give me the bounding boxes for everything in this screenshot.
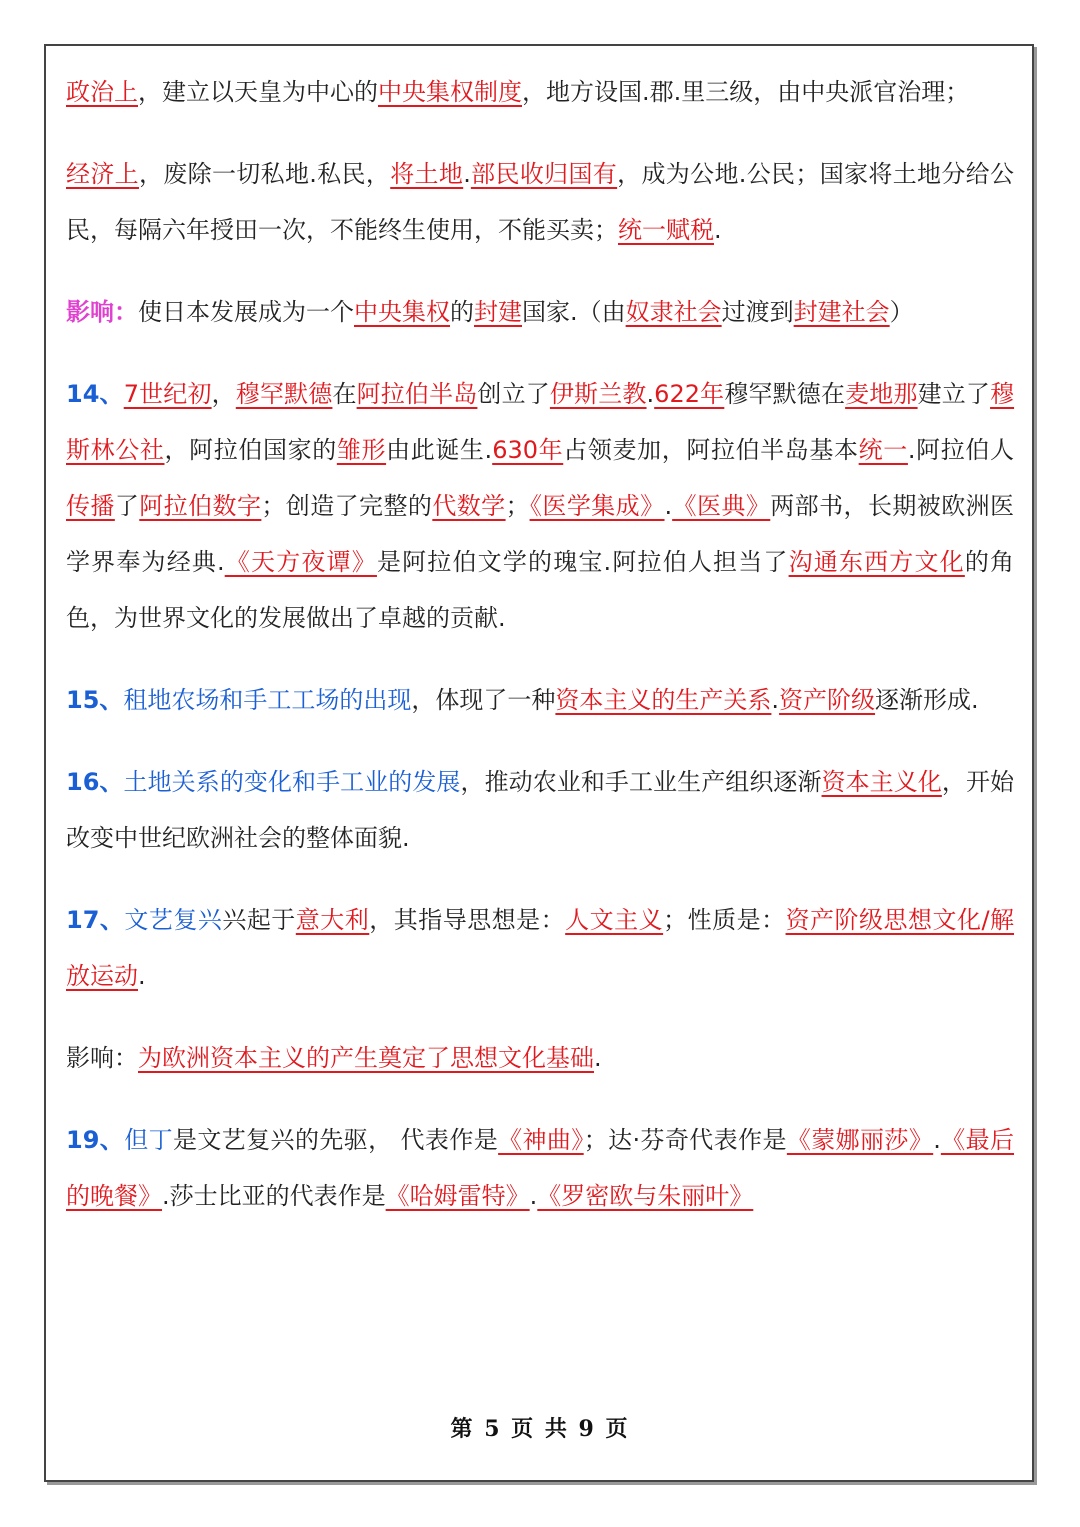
key-term: 封建社会 [793,298,890,326]
body-text: 的角色，为世界文化的发展做出了卓越的贡献. [66,548,1015,632]
p-15-paragraph [66,672,1014,728]
body-text: . [664,492,673,520]
body-text: ， [211,380,236,408]
body-text: . [646,380,655,408]
key-term: 资产阶级思想文化/解放运动 [66,906,1015,990]
body-text: . [933,1126,941,1154]
key-term: 奴隶社会 [625,298,722,326]
item-number: 16、 [66,768,124,796]
body-text: 逐渐形成. [875,686,979,714]
key-term: 沟通东西方文化 [788,548,965,576]
body-text: 在 [332,380,357,408]
body-text: 国家.（由 [522,298,626,326]
key-term: 传播 [66,492,115,520]
p-economy-paragraph [66,146,1014,258]
influence-label: 影响： [66,298,138,326]
key-term: 资本主义的生产关系 [555,686,772,714]
key-term: 穆罕默德 [235,380,333,408]
key-term: 资产阶级 [779,686,876,714]
document-body [66,64,1014,1250]
key-term: 《蒙娜丽莎》 [786,1126,934,1154]
key-term: 麦地那 [845,380,918,408]
body-text: 是文艺复兴的先驱， 代表作是 [172,1126,499,1154]
body-text: ，建立以天皇为中心的 [138,78,378,106]
body-text: 兴起于 [222,906,296,934]
body-text: ； [505,492,530,520]
body-text: ，体现了一种 [411,686,556,714]
body-text: 影响： [66,1044,138,1072]
key-term: 统一 [858,436,908,464]
key-term: 人文主义 [565,906,664,934]
item-number: 17、 [66,906,125,934]
body-text: ，开始改变中世纪欧洲社会的整体面貌. [66,768,1015,852]
body-text: . [594,1044,602,1072]
p-politics-paragraph [66,64,1014,120]
body-text: 建立了 [917,380,991,408]
key-term: 《神曲》 [498,1126,584,1154]
p-19-paragraph [66,1112,1014,1224]
body-text: ） [889,298,914,326]
key-term: 资本主义化 [821,768,942,796]
key-term: 中央集权制度 [378,78,522,106]
key-term: 意大利 [295,906,370,934]
key-term: 将土地 [390,160,464,188]
p-17-paragraph [66,892,1014,1004]
body-text: . [771,686,780,714]
key-term: 7世纪初 [123,380,212,408]
topic-heading: 但丁 [124,1126,173,1154]
key-term: 经济上 [66,160,139,188]
body-text: ；达·芬奇代表作是 [583,1126,787,1154]
key-term: 统一赋税 [618,216,714,244]
body-text: 使日本发展成为一个 [138,298,354,326]
key-term: 中央集权 [354,298,450,326]
key-term: 622年 [654,380,725,408]
key-term: 为欧洲资本主义的产生奠定了思想文化基础 [138,1044,594,1072]
body-text: ，地方设国.郡.里三级，由中央派官治理； [522,78,970,106]
item-number: 14、 [66,380,124,408]
key-term: 雏形 [336,436,387,464]
body-text: 两部书，长期被欧洲医学界奉为经典. [66,492,1015,576]
body-text: 由此诞生. [386,436,493,464]
key-term: 阿拉伯数字 [139,492,262,520]
topic-heading: 土地关系的变化和手工业的发展 [123,768,461,796]
item-number: 19、 [66,1126,125,1154]
body-text: . [463,160,471,188]
key-term: 《医学集成》 [529,492,665,520]
topic-heading: 文艺复兴 [124,906,223,934]
key-term: 穆斯林公社 [66,380,1015,464]
body-text: ，阿拉伯国家的 [164,436,337,464]
body-text: ，废除一切私地.私民， [138,160,391,188]
key-term: 封建 [474,298,522,326]
body-text: 了 [114,492,140,520]
topic-heading: 租地农场和手工工场的出现 [123,686,412,714]
body-text: . [529,1182,538,1210]
body-text: ，成为公地.公民；国家将土地分给公民，每隔六年授田一次，不能终生使用，不能买卖； [66,160,1014,244]
body-text: ，推动农业和手工业生产组织逐渐 [460,768,822,796]
body-text: . [138,962,146,990]
body-text: .阿拉伯人 [907,436,1015,464]
p-16-paragraph [66,754,1014,866]
key-term: 630年 [492,436,564,464]
body-text: 穆罕默德在 [724,380,846,408]
p-14-paragraph [66,366,1014,646]
key-term: 《天方夜谭》 [224,548,377,576]
key-term: 《最后的晚餐》 [66,1126,1015,1210]
item-number: 15、 [66,686,124,714]
body-text: ；创造了完整的 [261,492,433,520]
key-term: 阿拉伯半岛 [356,380,478,408]
body-text: ，其指导思想是： [369,906,566,934]
p-influence-japan-paragraph [66,284,1014,340]
page-number-footer: 第 5 页 共 9 页 [450,1416,630,1442]
key-term: 政治上 [66,78,138,106]
body-text: .莎士比亚的代表作是 [162,1182,386,1210]
body-text: 是阿拉伯文学的瑰宝.阿拉伯人担当了 [376,548,789,576]
body-text: 创立了 [477,380,550,408]
key-term: 代数学 [432,492,506,520]
p-influence-renaissance-paragraph [66,1030,1014,1086]
key-term: 《罗密欧与朱丽叶》 [537,1182,754,1210]
key-term: 部民收归国有 [470,160,618,188]
body-text: 占领麦加，阿拉伯半岛基本 [563,436,859,464]
key-term: 伊斯兰教 [549,380,647,408]
body-text: ；性质是： [663,906,786,934]
body-text: . [714,216,722,244]
key-term: 《医典》 [672,492,771,520]
body-text: 过渡到 [721,298,794,326]
body-text: 的 [450,298,474,326]
key-term: 《哈姆雷特》 [385,1182,530,1210]
